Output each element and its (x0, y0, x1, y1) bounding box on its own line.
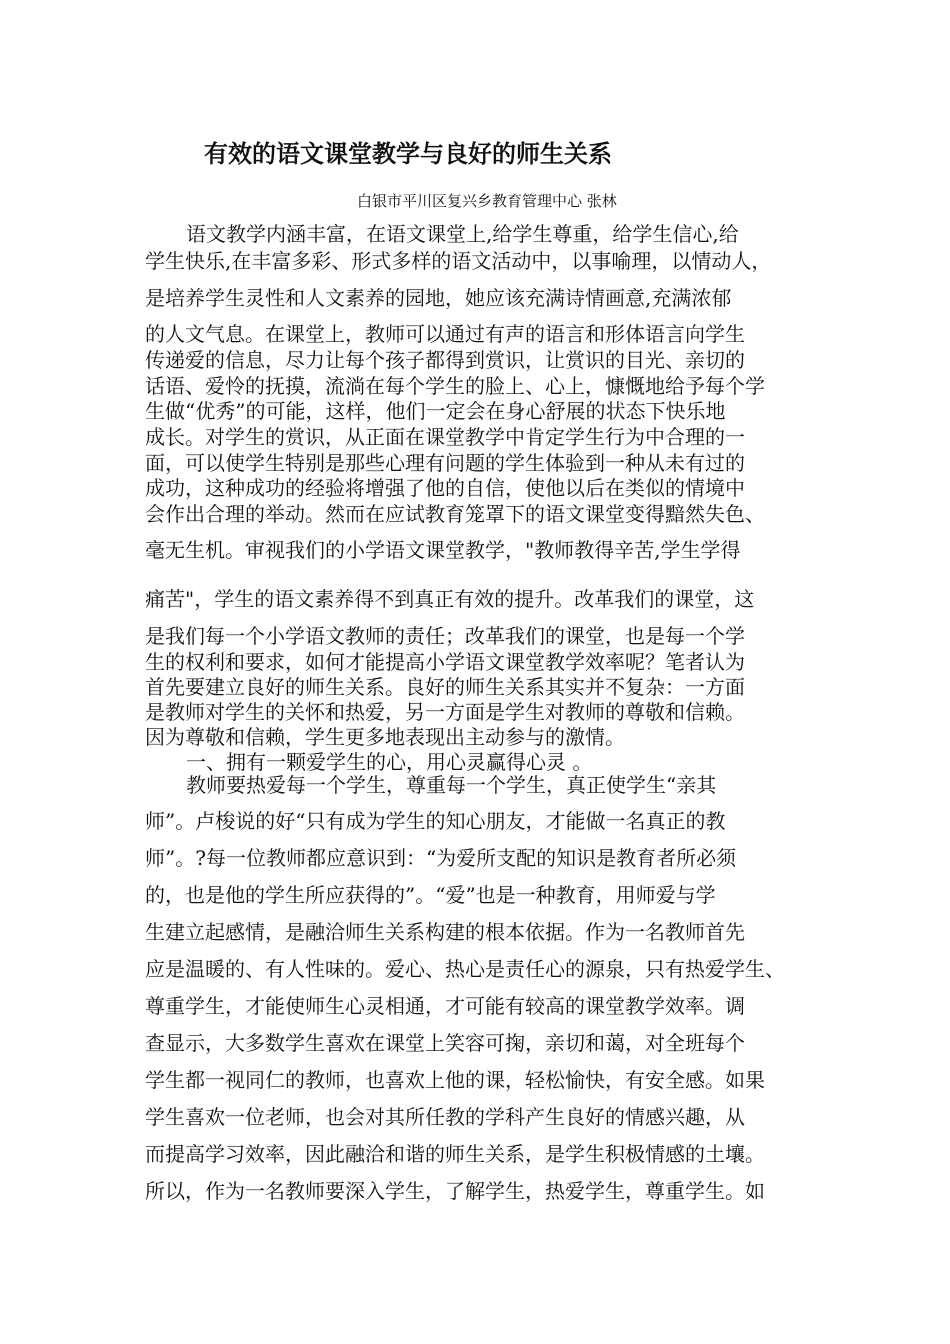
body-line: 因为尊敬和信赖，学生更多地表现出主动参与的激情。 (145, 725, 625, 749)
document-title: 有效的语文课堂教学与良好的师生关系 (204, 140, 612, 168)
body-line: 学生都一视同仁的教师，也喜欢上他的课，轻松愉快，有安全感。如果 (145, 1068, 765, 1092)
body-line: 成长。对学生的赏识，从正面在课堂教学中肯定学生行为中合理的一 (145, 425, 745, 449)
author-line: 白银市平川区复兴乡教育管理中心 张林 (357, 192, 617, 210)
body-line: 成功，这种成功的经验将增强了他的自信，使他以后在类似的情境中 (145, 476, 745, 500)
body-line: 查显示，大多数学生喜欢在课堂上笑容可掬，亲切和蔼，对全班每个 (145, 1031, 745, 1055)
body-line: 痛苦"，学生的语文素养得不到真正有效的提升。改革我们的课堂，这 (145, 587, 755, 611)
body-line: 毫无生机。审视我们的小学语文课堂教学，"教师教得辛苦,学生学得 (145, 538, 741, 562)
body-line: 教师要热爱每一个学生，尊重每一个学生，真正使学生“亲其 (186, 773, 717, 797)
body-line: 学生快乐,在丰富多彩、形式多样的语文活动中，以事喻理，以情动人， (145, 249, 772, 273)
section-heading: 一、拥有一颗爱学生的心，用心灵赢得心灵 。 (186, 750, 593, 774)
body-line: 学生喜欢一位老师，也会对其所任教的学科产生良好的情感兴趣，从 (145, 1105, 745, 1129)
body-line: 而提高学习效率，因此融洽和谐的师生关系，是学生积极情感的土壤。 (145, 1142, 765, 1166)
body-line: 师”。?每一位教师都应意识到：“为爱所支配的知识是教育者所必须 (145, 846, 737, 870)
body-line: 应是温暖的、有人性味的。爱心、热心是责任心的源泉，只有热爱学生、 (145, 957, 785, 981)
body-line: 所以，作为一名教师要深入学生，了解学生，热爱学生，尊重学生。如 (145, 1179, 765, 1203)
body-line: 传递爱的信息，尽力让每个孩子都得到赏识，让赏识的目光、亲切的 (145, 348, 745, 372)
body-line: 会作出合理的举动。然而在应试教育笼罩下的语文课堂变得黯然失色、 (145, 502, 765, 526)
body-line: 的，也是他的学生所应获得的”。“爱”也是一种教育，用师爱与学 (145, 883, 716, 907)
body-line: 生的权利和要求，如何才能提高小学语文课堂教学效率呢？笔者认为 (145, 650, 745, 674)
body-line: 语文教学内涵丰富，在语文课堂上,给学生尊重，给学生信心,给 (186, 222, 739, 246)
body-line: 首先要建立良好的师生关系。良好的师生关系其实并不复杂：一方面 (145, 675, 745, 699)
body-line: 是教师对学生的关怀和热爱，另一方面是学生对教师的尊敬和信赖。 (145, 700, 745, 724)
body-line: 是我们每一个小学语文教师的责任；改革我们的课堂，也是每一个学 (145, 624, 745, 648)
body-line: 话语、爱怜的抚摸，流淌在每个学生的脸上、心上，慷慨地给予每个学 (145, 374, 765, 398)
body-line: 的人文气息。在课堂上，教师可以通过有声的语言和形体语言向学生 (145, 322, 745, 346)
body-line: 尊重学生，才能使师生心灵相通，才可能有较高的课堂教学效率。调 (145, 994, 745, 1018)
body-line: 面，可以使学生特别是那些心理有问题的学生体验到一种从未有过的 (145, 451, 745, 475)
body-line: 生做“优秀”的可能，这样，他们一定会在身心舒展的状态下快乐地 (145, 399, 726, 423)
body-line: 是培养学生灵性和人文素养的园地，她应该充满诗情画意,充满浓郁 (145, 286, 732, 310)
body-line: 生建立起感情，是融洽师生关系构建的根本依据。作为一名教师首先 (145, 920, 745, 944)
body-line: 师”。卢梭说的好“只有成为学生的知心朋友，才能做一名真正的教 (145, 809, 726, 833)
